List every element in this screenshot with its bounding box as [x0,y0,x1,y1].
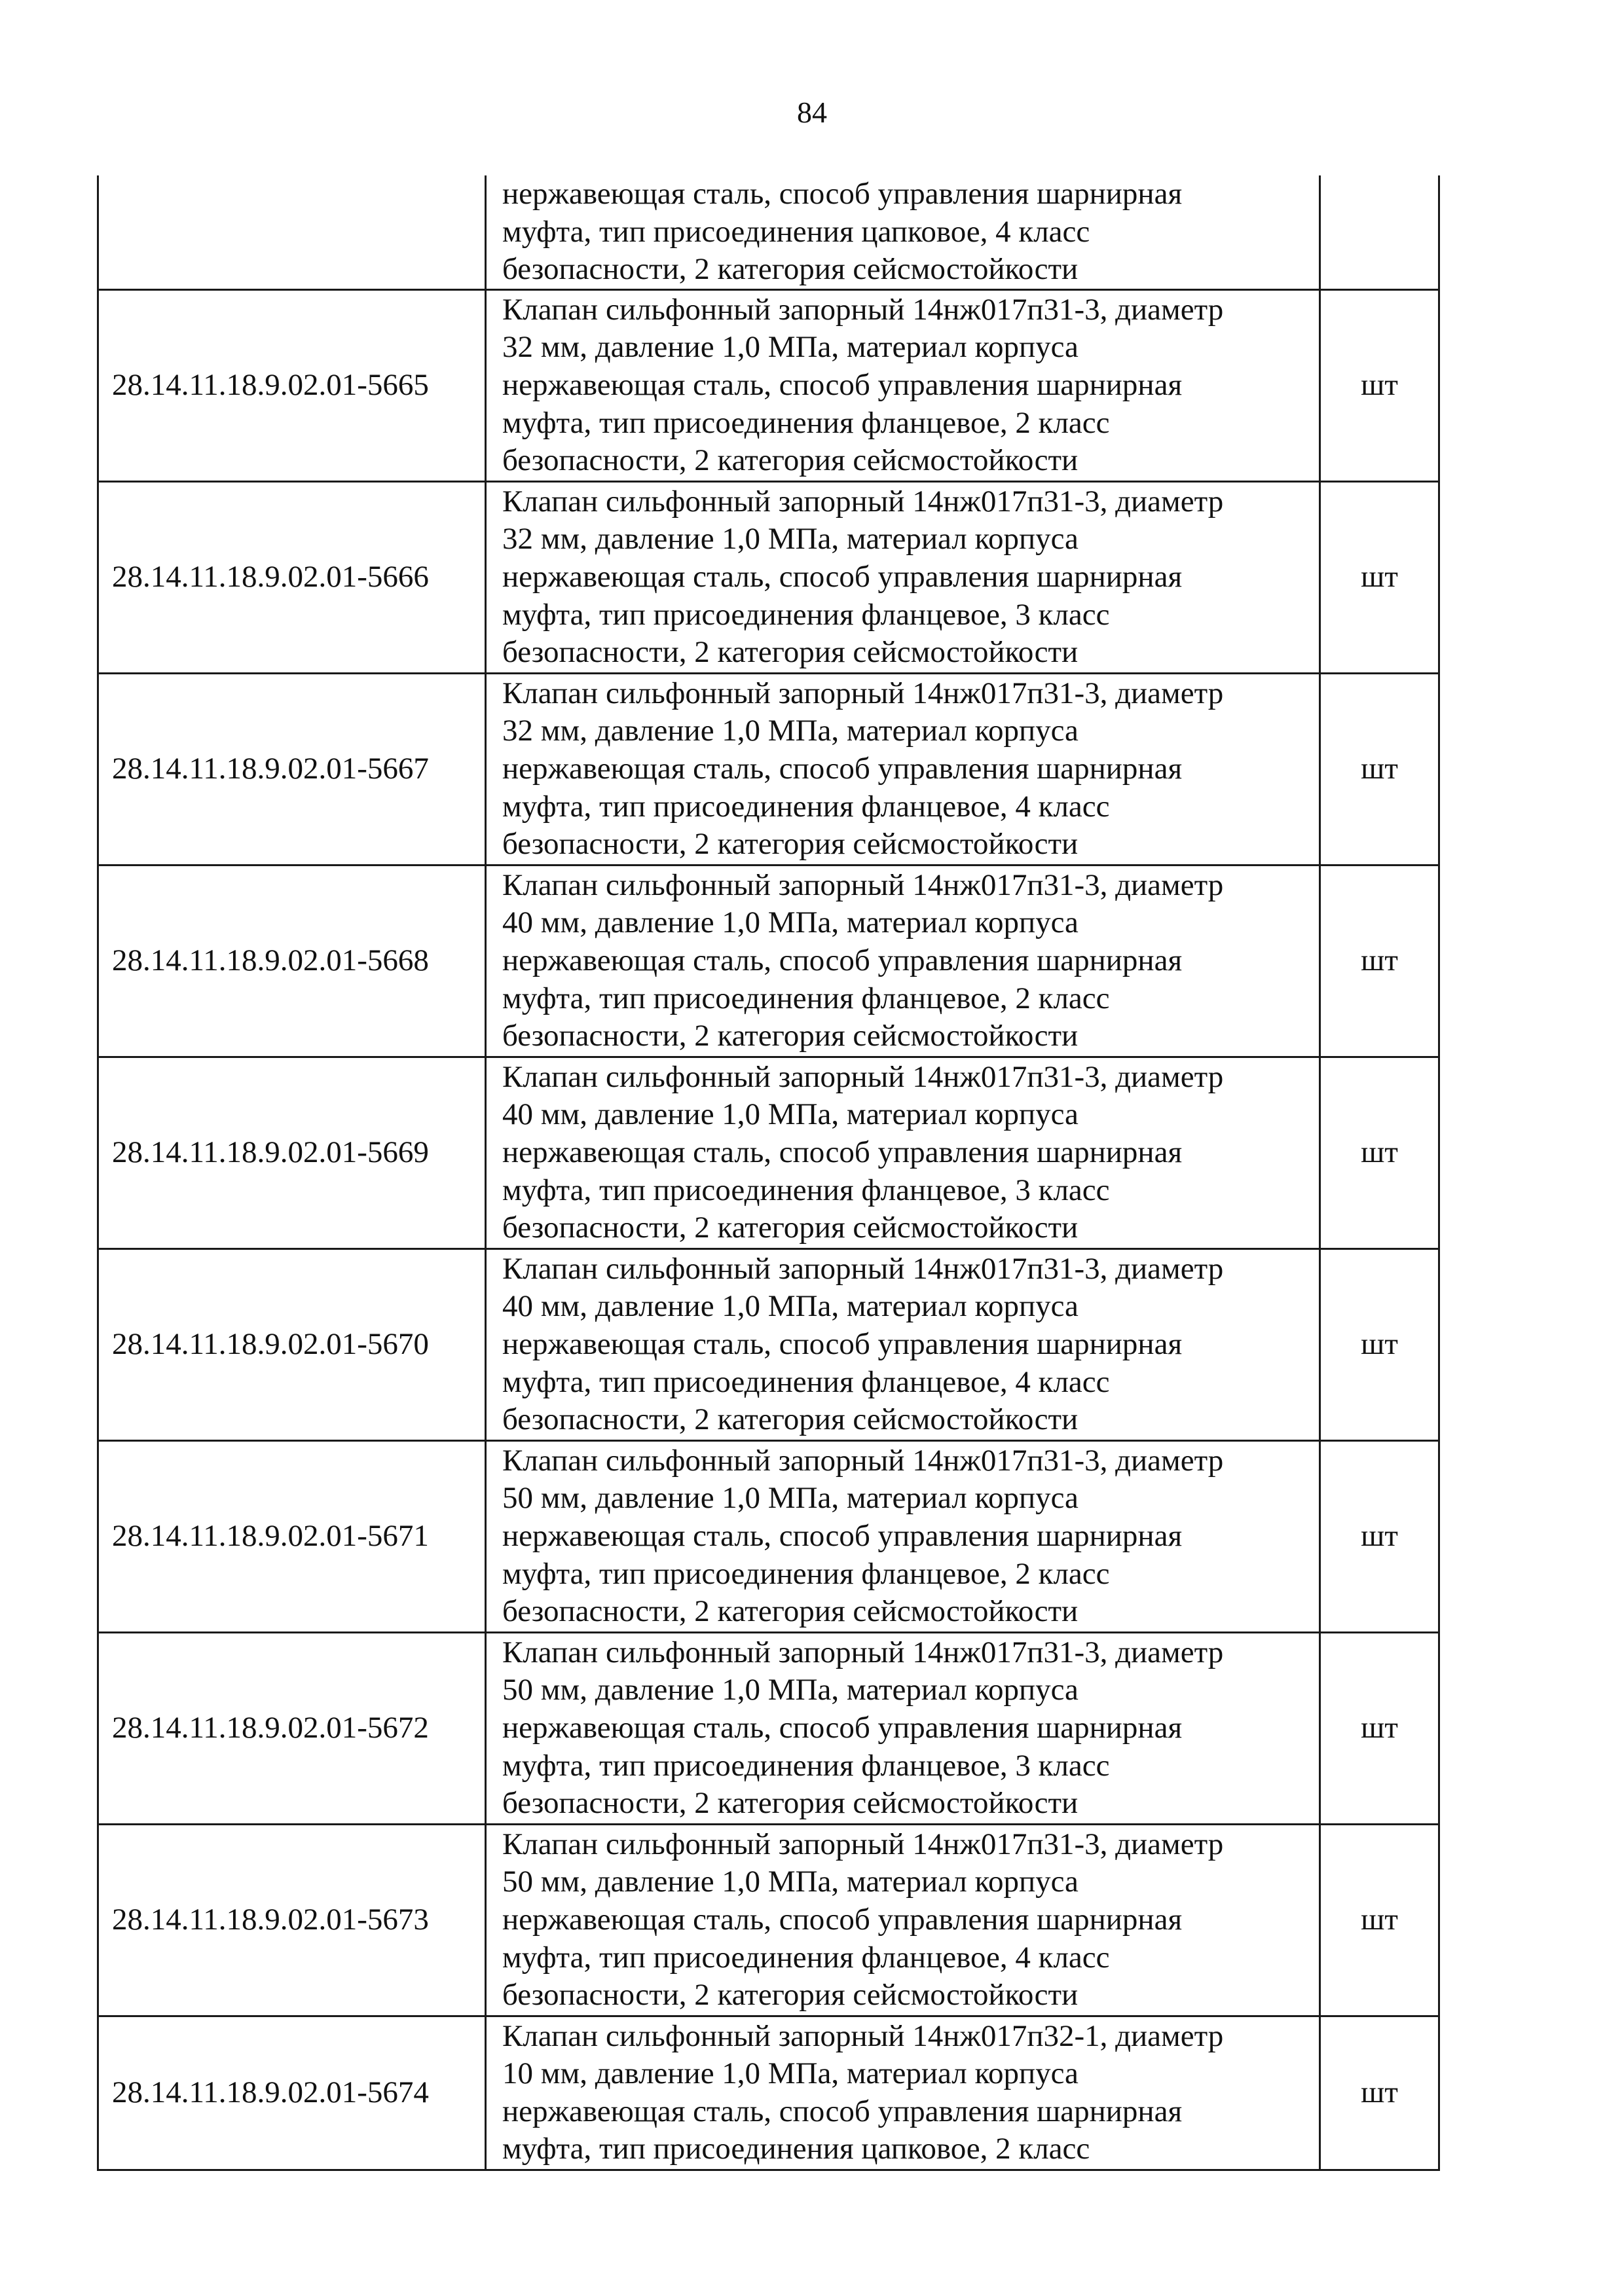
resource-description [486,1440,1320,1632]
resource-description [486,1632,1320,1824]
description-line: муфта, тип присоединения фланцевое, 4 класс [502,789,1110,824]
table-row [98,1057,1439,1248]
description-line: нержавеющая сталь, способ управления шарнирная [502,1326,1183,1361]
table-row [98,289,1439,481]
description-line: Клапан сильфонный запорный 14нж017п31-3, диаметр [502,1827,1224,1861]
resource-code: 28.14.11.18.9.02.01-5669 [98,1057,486,1248]
unit-of-measure: шт [1320,481,1439,673]
description-line: Клапан сильфонный запорный 14нж017п32-1, диаметр [502,2018,1224,2053]
description-line: нержавеющая сталь, способ управления шарнирная [502,2094,1183,2128]
description-line: муфта, тип присоединения фланцевое, 2 класс [502,981,1110,1015]
description-line: нержавеющая сталь, способ управления шарнирная [502,559,1183,594]
page-number: 84 [797,96,827,129]
unit-of-measure: шт [1320,1248,1439,1440]
table-row [98,481,1439,673]
unit-of-measure: шт [1320,865,1439,1057]
unit-of-measure [1320,175,1439,289]
description-line: 50 мм, давление 1,0 МПа, материал корпуса [502,1481,1079,1516]
description-line: Клапан сильфонный запорный 14нж017п31-3, диаметр [502,484,1224,519]
description-line: муфта, тип присоединения фланцевое, 3 класс [502,597,1110,632]
description-line: нержавеющая сталь, способ управления шарнирная [502,177,1183,211]
description-line: нержавеющая сталь, способ управления шарнирная [502,1518,1183,1553]
description-line: 40 мм, давление 1,0 МПа, материал корпуса [502,905,1079,940]
unit-of-measure: шт [1320,673,1439,865]
description-line: безопасности, 2 категория сейсмостойкости [502,827,1079,862]
unit-of-measure: шт [1320,1057,1439,1248]
description-line: муфта, тип присоединения фланцевое, 3 класс [502,1748,1110,1783]
resource-code [98,175,486,289]
resource-description [486,1057,1320,1248]
resource-code: 28.14.11.18.9.02.01-5667 [98,673,486,865]
table-row [98,2016,1439,2170]
description-line: муфта, тип присоединения цапковое, 4 класс [502,214,1090,249]
resource-description [486,865,1320,1057]
resource-description [486,175,1320,289]
resource-code: 28.14.11.18.9.02.01-5668 [98,865,486,1057]
description-line: безопасности, 2 категория сейсмостойкости [502,1019,1079,1053]
description-line: нержавеющая сталь, способ управления шарнирная [502,751,1183,786]
description-line: нержавеющая сталь, способ управления шарнирная [502,1710,1183,1745]
unit-of-measure: шт [1320,1440,1439,1632]
table-row [98,1824,1439,2016]
resource-description [486,2016,1320,2170]
resource-description [486,289,1320,481]
table-row [98,673,1439,865]
description-line: Клапан сильфонный запорный 14нж017п31-3, диаметр [502,1251,1224,1286]
table-body [98,175,1439,2170]
resource-code: 28.14.11.18.9.02.01-5672 [98,1632,486,1824]
description-line: нержавеющая сталь, способ управления шарнирная [502,1135,1183,1169]
table-row [98,1248,1439,1440]
description-line: 40 мм, давление 1,0 МПа, материал корпуса [502,1289,1079,1324]
description-line: Клапан сильфонный запорный 14нж017п31-3, диаметр [502,292,1224,327]
description-line: нержавеющая сталь, способ управления шарнирная [502,367,1183,402]
description-line: 32 мм, давление 1,0 МПа, материал корпуса [502,714,1079,748]
description-line: 50 мм, давление 1,0 МПа, материал корпуса [502,1865,1079,1899]
description-line: безопасности, 2 категория сейсмостойкости [502,252,1079,287]
description-line: Клапан сильфонный запорный 14нж017п31-3, диаметр [502,1635,1224,1669]
table-row [98,1440,1439,1632]
description-line: безопасности, 2 категория сейсмостойкости [502,1594,1079,1629]
description-line: муфта, тип присоединения фланцевое, 2 класс [502,1556,1110,1591]
resource-code: 28.14.11.18.9.02.01-5670 [98,1248,486,1440]
description-line: 50 мм, давление 1,0 МПа, материал корпуса [502,1673,1079,1707]
description-line: Клапан сильфонный запорный 14нж017п31-3, диаметр [502,867,1224,902]
description-line: безопасности, 2 категория сейсмостойкости [502,1211,1079,1245]
description-line: безопасности, 2 категория сейсмостойкости [502,443,1079,478]
unit-of-measure: шт [1320,2016,1439,2170]
description-line: муфта, тип присоединения фланцевое, 2 класс [502,405,1110,440]
description-line: муфта, тип присоединения фланцевое, 4 класс [502,1940,1110,1975]
description-line: муфта, тип присоединения фланцевое, 4 класс [502,1364,1110,1399]
resource-code: 28.14.11.18.9.02.01-5674 [98,2016,486,2170]
description-line: нержавеющая сталь, способ управления шарнирная [502,943,1183,977]
description-line: 32 мм, давление 1,0 МПа, материал корпуса [502,522,1079,556]
resource-table [97,175,1440,2171]
unit-of-measure: шт [1320,289,1439,481]
resource-description [486,481,1320,673]
resource-description [486,673,1320,865]
description-line: безопасности, 2 категория сейсмостойкости [502,1786,1079,1821]
description-line: 10 мм, давление 1,0 МПа, материал корпуса [502,2056,1079,2091]
description-line: Клапан сильфонный запорный 14нж017п31-3, диаметр [502,1443,1224,1478]
resource-description [486,1824,1320,2016]
resource-description [486,1248,1320,1440]
description-line: муфта, тип присоединения цапковое, 2 класс [502,2132,1090,2166]
unit-of-measure: шт [1320,1824,1439,2016]
description-line: безопасности, 2 категория сейсмостойкости [502,635,1079,670]
description-line: нержавеющая сталь, способ управления шарнирная [502,1902,1183,1937]
description-line: Клапан сильфонный запорный 14нж017п31-3, диаметр [502,676,1224,710]
description-line: безопасности, 2 категория сейсмостойкости [502,1978,1079,2013]
table-row [98,175,1439,289]
resource-code: 28.14.11.18.9.02.01-5671 [98,1440,486,1632]
description-line: муфта, тип присоединения фланцевое, 3 класс [502,1173,1110,1207]
table-row [98,865,1439,1057]
description-line: 32 мм, давление 1,0 МПа, материал корпуса [502,330,1079,365]
resource-code: 28.14.11.18.9.02.01-5666 [98,481,486,673]
unit-of-measure: шт [1320,1632,1439,1824]
table-row [98,1632,1439,1824]
description-line: 40 мм, давление 1,0 МПа, материал корпуса [502,1097,1079,1132]
description-line: безопасности, 2 категория сейсмостойкости [502,1402,1079,1437]
description-line: Клапан сильфонный запорный 14нж017п31-3, диаметр [502,1059,1224,1094]
resource-code: 28.14.11.18.9.02.01-5665 [98,289,486,481]
resource-code: 28.14.11.18.9.02.01-5673 [98,1824,486,2016]
